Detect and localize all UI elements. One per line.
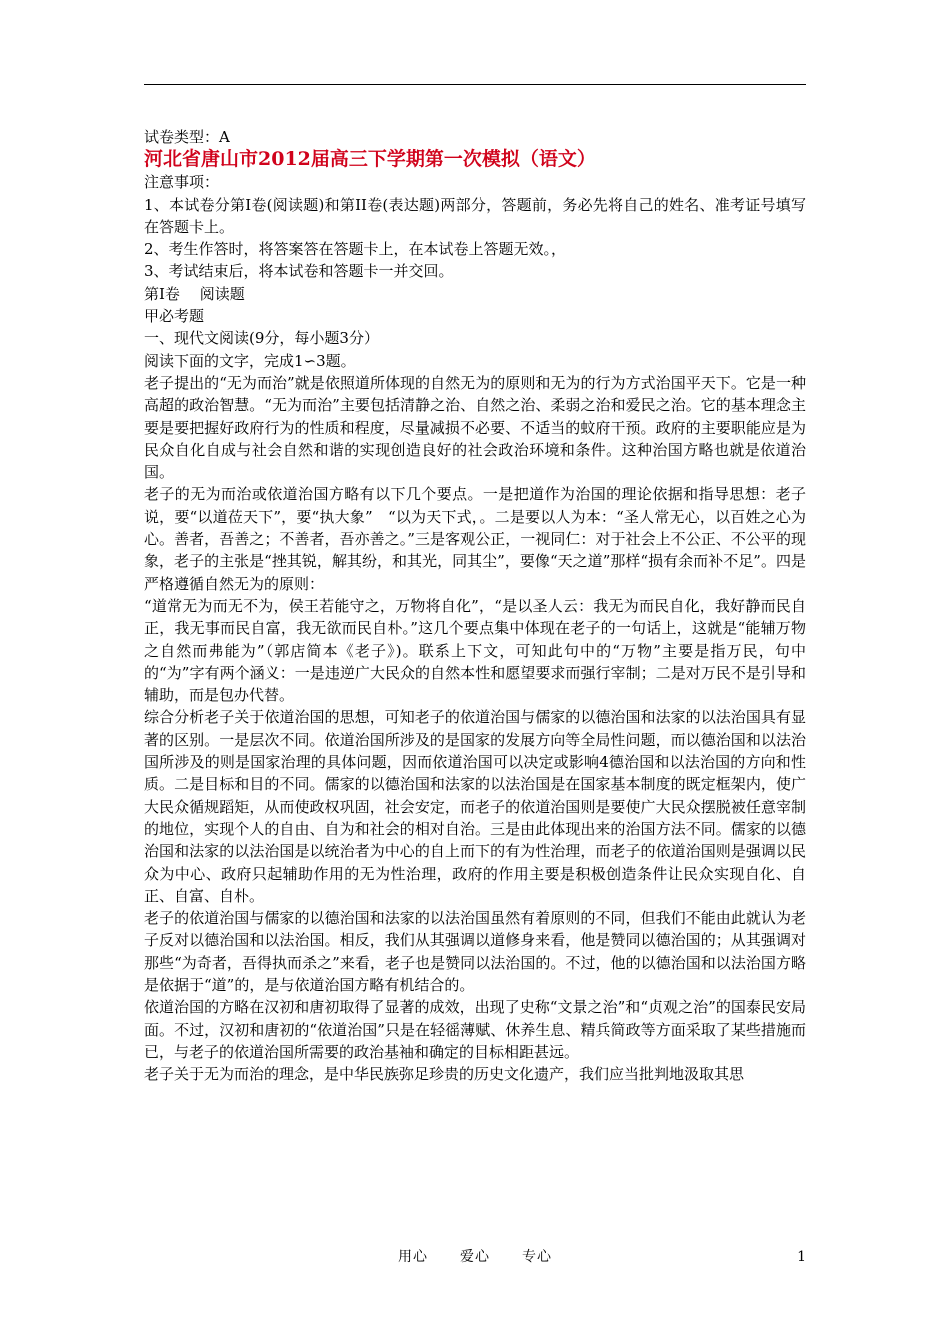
article-paragraph: 综合分析老子关于依道治国的思想，可知老子的依道治国与儒家的以德治国和法家的以法治国具有显著的区别。一是层次不同。依道治国所涉及的是国家的发展方向等全局性问题，而以德治国和以法治国所涉及的则是国家治理的具体问题，因而依道治国可以决定或影响4德治国和以法治国的方向和性质。二是目标和目的不同。儒家的以德治国和法家的以法治国是在国家基本制度的既定框架内，使广大民众循规蹈矩，从而使政权巩固，社会安定，而老子的依道治国则是要使广大民众摆脱被任意宰制的地位，实现个人的自由、自为和社会的相对自治。三是由此体现出来的治国方法不同。儒家的以德治国和法家的以法治国是以统治者为中心的自上而下的有为性治理，而老子的依道治国则是强调以民众为中心、政府只起辅助作用的无为性治理，政府的作用主要是积极创造条件让民众实现自化、自正、自富、自朴。 [144,708,806,905]
part-heading: 第I卷 阅读题 [144,284,245,303]
question-group-heading: 一、现代文阅读(9分，每小题3分） [144,329,379,348]
article-paragraph: 老子的依道治国与儒家的以德治国和法家的以法治国虽然有着原则的不同，但我们不能由此就认为老子反对以德治国和以法治国。相反，我们从其强调以道修身来看，他是赞同以德治国的；从其强调对那些“为奇者，吾得执而杀之”来看，老子也是赞同以法治国的。不过，他的以德治国和以法治国方略是依据于“道”的，是与依道治国方略有机结合的。 [144,909,806,994]
article-paragraph: 老子的无为而治或依道治国方略有以下几个要点。一是把道作为治国的理论依据和指导思想：老子说，要“以道莅天下”，要“执大象” “以为天下式，。二是要以人为本：“圣人常无心，以百姓之心为心。善者，吾善之；不善者，吾亦善之。”三是客观公正，一视同仁：对于社会上不公正、不公平的现象，老子的主张是“挫其锐，解其纷，和其光，同其尘”，要像“天之道”那样“损有余而补不足”。四是严格遵循自然无为的原则： [144,485,806,593]
reading-instruction: 阅读下面的文字，完成1∽3题。 [144,351,356,370]
notice-item: 1、本试卷分第I卷(阅读题)和第II卷(表达题)两部分，答题前，务必先将自己的姓名、准考证号填写在答题卡上。 [144,195,806,236]
page-number: 1 [797,1249,806,1265]
document-title: 河北省唐山市2012届高三下学期第一次模拟（语文） [144,148,596,171]
notice-item: 2、考生作答时，将答案答在答题卡上，在本试卷上答题无效。， [144,240,567,259]
article-paragraph: 依道治国的方略在汉初和唐初取得了显著的成效，出现了史称“文景之治”和“贞观之治”的国泰民安局面。不过，汉初和唐初的“依道治国”只是在轻徭薄赋、休养生息、精兵简政等方面采取了某些措施而已，与老子的依道治国所需要的政治基袖和确定的目标相距甚远。 [144,998,806,1061]
document-body [144,126,806,1085]
page-footer [0,1246,950,1268]
footer-slogan-word: 专心 [522,1249,552,1265]
header-rule [144,84,806,85]
paper-type: 试卷类型：A [144,128,230,146]
article-paragraph: “道常无为而无不为，侯王若能守之，万物将自化”，“是以圣人云：我无为而民自化，我好静而民自正，我无事而民自富，我无欲而民自朴。”这几个要点集中体现在老子的一句话上，这就是“能辅万物之自然而弗能为”（郭店简本《老子》)。联系上下文，可知此句中的“万物”主要是指万民，句中的“为”字有两个涵义：一是违逆广大民众的自然本性和愿望要求而强行宰制；二是对万民不是引导和辅助，而是包办代替。 [144,596,806,705]
footer-slogan-word: 爱心 [460,1249,490,1265]
article-paragraph: 老子关于无为而治的理念，是中华民族弥足珍贵的历史文化遗产，我们应当批判地汲取其思 [144,1065,745,1084]
article-paragraph: 老子提出的“无为而治”就是依照道所体现的自然无为的原则和无为的行为方式治国平天下。它是一种高超的政治智慧。“无为而治”主要包括清静之治、自然之治、柔弱之治和爱民之治。它的基本理念主要是要把握好政府行为的性质和程度，尽量减损不必要、不适当的蚊府干预。政府的主要职能应是为民众自化自成与社会自然和谐的实现创造良好的社会政治环境和条件。这种治国方略也就是依道治国。 [144,373,806,482]
notice-item: 3、考试结束后，将本试卷和答题卡一并交回。 [144,262,454,281]
footer-slogan [0,1246,950,1268]
footer-slogan-word: 用心 [398,1249,428,1265]
notice-heading: 注意事项： [144,173,220,192]
subpart-heading: 甲必考题 [144,307,205,326]
